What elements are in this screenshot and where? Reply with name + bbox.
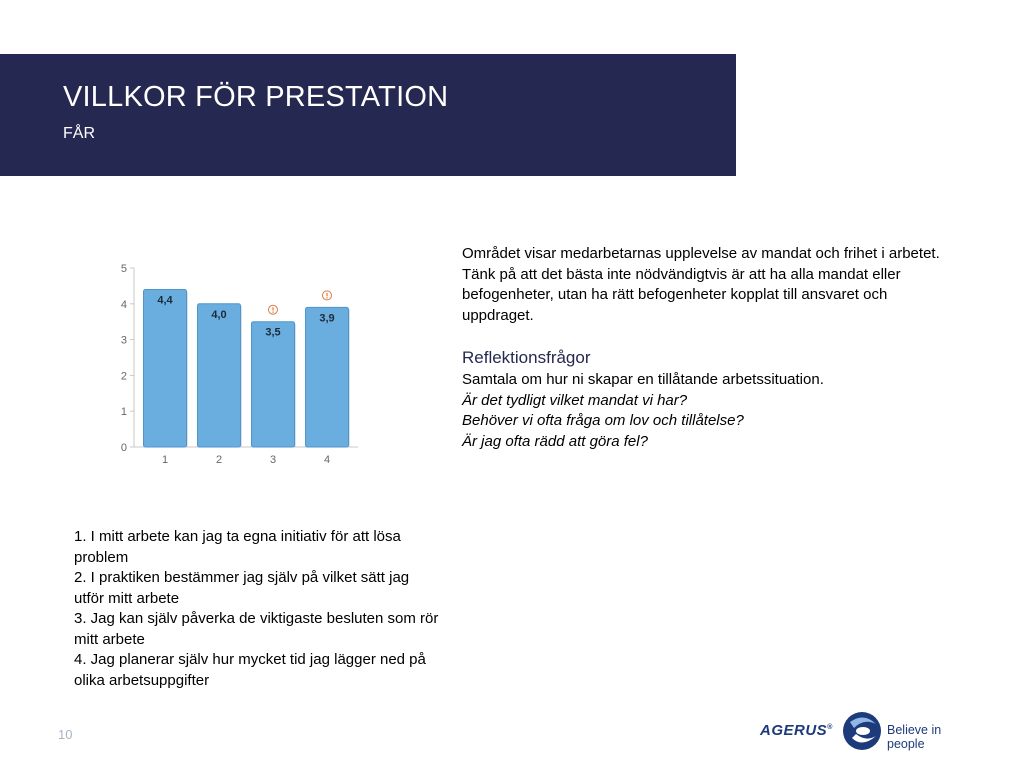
y-tick-label: 5 — [120, 263, 127, 275]
bar — [198, 304, 241, 447]
bar-value-label: 4,4 — [157, 294, 173, 307]
bar-value-label: 4,0 — [211, 308, 227, 321]
page-subtitle: FÅR — [63, 125, 95, 142]
statement-item: 1. I mitt arbete kan jag ta egna initiativ för att lösa problem — [74, 528, 401, 566]
title-banner — [0, 54, 736, 176]
y-tick-label: 2 — [120, 370, 127, 383]
reflection-prompt: Samtala om hur ni skapar en tillåtande arbetssituation. — [462, 371, 824, 388]
y-tick-label: 3 — [120, 334, 127, 347]
page-number: 10 — [58, 727, 73, 742]
reflection-question: Är det tydligt vilket mandat vi har? — [462, 391, 688, 409]
statement-item: 2. I praktiken bestämmer jag själv på vilket sätt jag utför mitt arbete — [74, 569, 410, 607]
y-tick-label: 0 — [120, 442, 127, 454]
y-tick-label: 4 — [120, 298, 127, 311]
logo-wordmark: AGERUS® — [760, 722, 833, 739]
x-tick-label: 2 — [215, 454, 223, 466]
logo-tagline: Believe in people — [887, 723, 942, 751]
x-tick-label: 3 — [269, 454, 277, 466]
bar — [306, 307, 349, 447]
statement-list — [74, 527, 439, 691]
x-tick-label: 1 — [161, 454, 169, 466]
y-tick-label: 1 — [120, 406, 127, 419]
intro-text: Området visar medarbetarnas upplevelse av mandat och frihet i arbetet. Tänk på att det bästa inte nödvändigtvis är att ha alla mandat eller befogenheter, utan ha rätt befogenheter kopplat till ansvaret och uppdraget. — [462, 245, 940, 324]
agerus-logo — [760, 708, 975, 754]
statement-item: 3. Jag kan själv påverka de viktigaste besluten som rör mitt arbete — [74, 610, 439, 648]
x-tick-label: 4 — [323, 454, 331, 466]
logo-swirl-icon — [842, 708, 884, 754]
reflection-question: Är jag ofta rädd att göra fel? — [462, 432, 648, 450]
warning-icon-dot — [326, 297, 327, 298]
reflection-heading: Reflektionsfrågor — [462, 348, 591, 367]
bar-chart — [110, 258, 370, 473]
statement-item: 4. Jag planerar själv hur mycket tid jag lägger ned på olika arbetsuppgifter — [74, 651, 426, 689]
page-title: VILLKOR FÖR PRESTATION — [63, 81, 449, 113]
bar — [252, 322, 295, 447]
reflection-question: Behöver vi ofta fråga om lov och tillåtelse? — [462, 412, 744, 429]
bar — [144, 289, 187, 447]
bar-value-label: 3,5 — [265, 326, 281, 339]
warning-icon-dot — [272, 311, 273, 312]
reflection-list — [462, 370, 962, 452]
bar-value-label: 3,9 — [319, 312, 335, 325]
